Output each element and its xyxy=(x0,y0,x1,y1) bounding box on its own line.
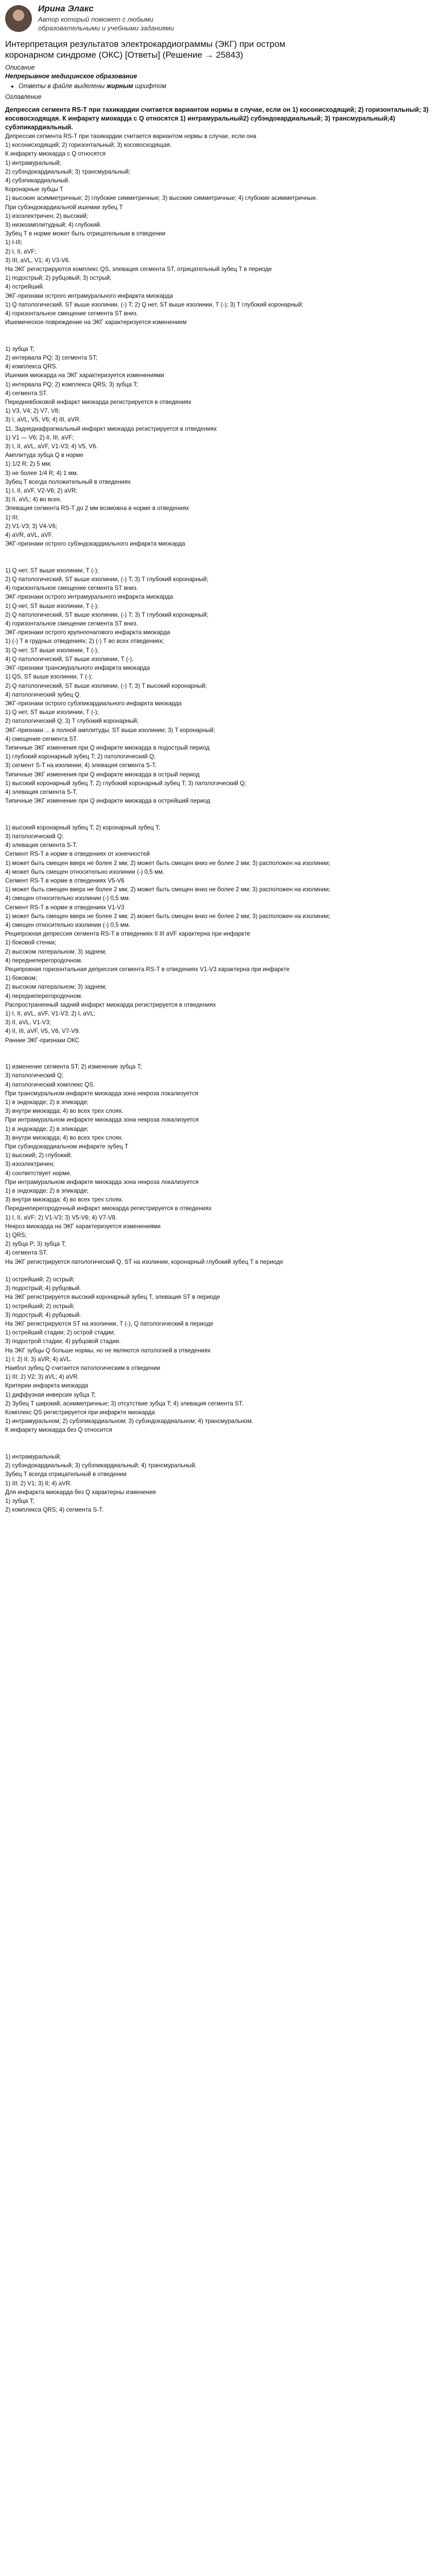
blank-line xyxy=(5,327,431,335)
text-line: 3) сегмент S-T на изолинии; 4) элевация сегмента S-T. xyxy=(5,762,157,769)
text-line: 4) субэпикардиальный. xyxy=(5,177,70,184)
text-line: 1) интрамуральный; xyxy=(5,1453,61,1461)
text-line: При интрамуральном инфаркте миокарда зона некроза локализуется xyxy=(5,1116,199,1124)
doc-meta xyxy=(5,63,431,101)
text-line: 1) I, II, aVF, V2-V6; 2) aVR; xyxy=(5,487,78,495)
text-line: 1) зубца T; xyxy=(5,1498,34,1505)
text-line: 1) в эндокарде; 2) в эпикарде; xyxy=(5,1125,89,1132)
blank-line xyxy=(5,1054,431,1062)
author-block xyxy=(5,3,431,38)
text-line: 3) I, aVL, V5, V6; 4) III, aVR. xyxy=(5,416,81,423)
text-line: 4) патологический комплекс QS. xyxy=(5,1081,95,1088)
blank-line xyxy=(5,1444,431,1452)
text-line: 4) может быть смещен относительно изолинии (-) 0,5 мм. xyxy=(5,868,165,875)
text-line: 1) боковой стенки; xyxy=(5,939,57,946)
text-line: 1) в эндокарде; 2) в эпикарде; xyxy=(5,1098,89,1106)
text-line: 1) в эндокарде; 2) в эпикарде; xyxy=(5,1188,89,1195)
text-line: 1) QRS; xyxy=(5,1232,27,1239)
text-line: Зубец T всегда отрицательный в отведении xyxy=(5,1471,127,1478)
text-line: 4) II, III, aVF, V5, V6, V7-V9. xyxy=(5,1028,80,1035)
text-line: 4) смещение сегмента ST. xyxy=(5,735,78,742)
text-line: 4) aVR, aVL, aVF. xyxy=(5,532,53,539)
description-label: Описание xyxy=(5,64,35,72)
text-line: 4) смещен относительно изолинии (-) 0,5 мм. xyxy=(5,895,130,902)
text-line: Сегмент RS-T в норме в отведениях V1-V3 xyxy=(5,904,125,911)
text-line: 1) Q нет, ST выше изолинии, T (-); xyxy=(5,709,99,716)
text-line: 2) высоком латеральном; 3) заднем; xyxy=(5,984,107,991)
text-line: 1) острейший; 2) острый; xyxy=(5,1302,75,1310)
text-line: 1) высокий коронарный зубец T; 2) глубокий коронарный зубец T; 3) патологический Q; xyxy=(5,779,247,787)
text-line: 4) смещен относительно изолинии (-) 0,5 мм. xyxy=(5,921,130,928)
blank-line xyxy=(5,1435,431,1444)
text-line: При интрамуральном инфаркте миокарда зона некроза локализуется xyxy=(5,1178,199,1185)
text-line: Переднеперегородочный инфаркт миокарда регистрируется в отведениях xyxy=(5,1205,212,1212)
author-name[interactable]: Ирина Элакс xyxy=(38,4,94,13)
text-line: 2) Зубец T широкий, асимметричные; 3) отсутствие зубца T; 4) элевация сегмента ST. xyxy=(5,1400,243,1407)
text-line: 1) I-III; xyxy=(5,239,23,246)
text-line: 2) Q патологический, ST выше изолинии, (-) T; 3) T глубокий коронарный; xyxy=(5,576,208,583)
text-line: На ЭКГ регистрируется патологический Q, ST на изолинии, коронарный глубокий зубец T в периоде xyxy=(5,1258,284,1265)
text-line: 4) горизонтальное смещение сегмента ST вниз. xyxy=(5,310,138,317)
text-line: 1) V1 — V6; 2) II, III, aVF; xyxy=(5,434,74,441)
text-line: ЭКГ-признаки трансмурального инфаркта миокарда xyxy=(5,665,150,672)
text-line: ЭКГ-признаки острого интрамурального инфаркта миокарда xyxy=(5,292,173,299)
text-line: 4) сегмента ST. xyxy=(5,1249,48,1257)
text-line: 3) I, II, aVL, aVF, V1-V3; 4) V5, V6. xyxy=(5,443,98,450)
text-line: 1) V3, V4; 2) V7, V8; xyxy=(5,408,60,415)
blank-line xyxy=(5,336,431,345)
text-line: 2) патологический Q; 3) T глубокий коронарный; xyxy=(5,718,139,725)
text-line: На ЭКГ регистрируется высокий коронарный зубец T, элевация ST в периоде xyxy=(5,1294,220,1301)
text-line: Ишемия миокарда на ЭКГ характеризуется изменениями xyxy=(5,372,164,379)
answers-note-prefix: Ответы в файле выделены xyxy=(19,82,107,90)
text-line: 3) внутри миокарда; 4) во всех трех слоях. xyxy=(5,1196,124,1204)
education-label: Непрерывное медицинское образование xyxy=(5,73,137,80)
text-line: 3) внутри миокарда; 4) во всех трех слоях. xyxy=(5,1108,124,1115)
text-line: 1) 1/2 R; 2) 5 мм; xyxy=(5,461,52,468)
text-line: 1) диффузная инверсия зубца T; xyxy=(5,1391,96,1398)
text-line: Типичные ЭКГ изменения при Q инфаркте миокарда в острый период xyxy=(5,771,200,778)
text-line: 1) QS, ST выше изолинии, T (-); xyxy=(5,673,93,681)
text-line: 3) подострой стадии; 4) рубцовой стадии. xyxy=(5,1338,121,1345)
text-line: 1) III; 2) V2; 3) aVL; 4) aVR. xyxy=(5,1374,79,1381)
text-line: 1) интрамуральном; 2) субэпикардиальном; 3) субэндокардиальном; 4) трансмуральном. xyxy=(5,1418,253,1425)
text-line: Наибол зубец Q считается патологическим в отведении xyxy=(5,1365,161,1372)
text-line: Некроз миокарда на ЭКГ характеризуется изменениями xyxy=(5,1223,161,1230)
text-line: 1) I, II, aVL, aVF, V1-V3; 2) I, aVL; xyxy=(5,1010,96,1017)
text-line: При субэндокардиальной ишемии зубец T xyxy=(5,204,123,211)
text-line: 2) I, II, aVF; xyxy=(5,248,37,255)
text-line: 2) высоком латеральном; 3) заднем; xyxy=(5,948,107,955)
text-line: 2) субэндокардиальный; 3) субэпикардиальный; 4) трансмуральный. xyxy=(5,1462,197,1469)
text-line: ЭКГ-признаки ... в полной амплитуды, ST выше изолинии; 3) T коронарный; xyxy=(5,726,215,734)
text-line: 4) горизонтальное смещение сегмента ST вниз. xyxy=(5,620,138,628)
text-line: 4) острейший. xyxy=(5,283,44,291)
text-line: 1) косонисходящий; 2) горизонтальный; 3) косовосходящая. xyxy=(5,142,172,149)
text-line: 3) изоэлектричен; xyxy=(5,1161,55,1168)
text-line: 4) элевация сегмента S-T. xyxy=(5,842,78,849)
section-heading: Депрессия сегмента RS-T при тахикардии считается вариантом нормы в случае, если он 1) косонисходящий; 2) горизонтальный; 3) косовосходящая. К инфаркту миокарда с Q относятся 1) интрамуральный2) субэндокардиальный; 3) трансмуральный;4) субэпикардиальный. xyxy=(5,106,429,131)
text-line: 2) зубца P; 3) зубца T; xyxy=(5,1241,66,1248)
text-line: 3) II, aVL; 4) во всех. xyxy=(5,496,62,503)
text-line: ЭКГ-признаки острого субэпикардиального инфаркта миокарда xyxy=(5,700,182,707)
answers-note xyxy=(19,82,431,91)
text-line: 4) переднеперегородочном. xyxy=(5,992,83,999)
text-line: На ЭКГ регистрируются комплекс QS, элевация сегмента ST, отрицательный зубец T в периоде xyxy=(5,266,272,273)
text-line: 1) зубца T; xyxy=(5,345,34,352)
text-line: 1) может быть смещен вверх не более 2 мм; 2) может быть смещен вниз не более 2 мм; 3) расположен на изолинии; xyxy=(5,912,330,920)
text-line: 1) изменение сегмента ST; 2) изменение зубца T; xyxy=(5,1063,142,1071)
text-line: 4) комплекса QRS. xyxy=(5,363,58,370)
text-line: Реципрокная горизонтальная депрессия сегмента RS-T в отведениях V1-V3 характерна при инфаркте xyxy=(5,965,290,973)
blank-line xyxy=(5,548,431,557)
author-info xyxy=(38,3,193,32)
text-line: 1) Q патологический, ST выше изолинии, (-) T; 2) Q нет, ST выше изолинии, T (-); 3) T глубокий коронарный; xyxy=(5,301,304,308)
text-line: 1) I; 2) II; 3) aVR; 4) aVL. xyxy=(5,1355,72,1363)
text-line: 3) подострый; 4) рубцовый. xyxy=(5,1311,81,1318)
text-line: К инфаркту миокарда без Q относится xyxy=(5,1427,112,1434)
text-line: 1) высокий; 2) глубокий; xyxy=(5,1152,72,1159)
text-line: Типичные ЭКГ изменение при Q инфаркте миокарда в острейший период xyxy=(5,798,211,805)
text-line: 1) высокий коронарный зубец T; 2) коронарный зубец T; xyxy=(5,824,160,831)
blank-line xyxy=(5,1266,431,1275)
text-line: Зубец T в норме может быть отрицательным в отведении xyxy=(5,230,166,238)
text-line: 11. Заднедиафрагмальный инфаркт миокарда регистрируется в отведениях xyxy=(5,425,217,432)
section-label: Оглавление xyxy=(5,93,42,101)
text-line: 4) Q патологический, ST выше изолинии, T (-). xyxy=(5,655,134,663)
text-line: 4) сегмента ST. xyxy=(5,389,48,397)
text-line: Амплитуда зубца Q в норме xyxy=(5,452,83,459)
blank-line xyxy=(5,557,431,566)
text-line: 1) может быть смещен вверх не более 2 мм; 2) может быть смещен вниз не более 2 мм; 3) расположен на изолинии; xyxy=(5,886,330,893)
text-line: 1) III; 2) V1; 3) II; 4) aVR. xyxy=(5,1480,72,1487)
text-line: 3) внутри миокарда; 4) во всех трех слоях. xyxy=(5,1134,124,1141)
text-line: Для инфаркта миокарда без Q характерны изменения xyxy=(5,1488,156,1496)
text-line: 3) II, aVL, V1-V3; xyxy=(5,1019,51,1026)
text-line: Зубец T всегда положительный в отведениях xyxy=(5,478,131,485)
text-line: Ранние ЭКГ-признаки ОКС xyxy=(5,1037,80,1044)
text-line: Типичные ЭКГ изменения при Q инфаркте миокарда в подострый период xyxy=(5,744,210,751)
text-line: К инфаркту миокарда с Q относятся xyxy=(5,150,106,158)
text-line: 4) горизонтальное смещение сегмента ST вниз. xyxy=(5,585,138,592)
text-line: 2) V1-V3; 3) V4-V6; xyxy=(5,522,58,530)
text-line: 4) патологический зубец Q. xyxy=(5,691,81,698)
avatar[interactable] xyxy=(5,5,32,32)
text-line: 1) Q нет, ST выше изолинии, T (-); xyxy=(5,567,99,574)
text-line: 1) интервала PQ; 2) комплекса QRS; 3) зубца T; xyxy=(5,381,138,388)
text-line: 2) интервала PQ; 3) сегмента ST; xyxy=(5,354,98,362)
text-line: 3) низкоамплитудный; 4) глубокий. xyxy=(5,222,102,228)
text-line: 2) Q патологический, ST выше изолинии, (-) T; 3) T высокий коронарный; xyxy=(5,682,207,689)
text-line: 1) Q нет, ST выше изолинии, T (-); xyxy=(5,602,99,609)
text-line: При субэндокардиальном инфаркте зубец T xyxy=(5,1143,129,1150)
text-line: Коронарные зубцы T xyxy=(5,186,63,193)
text-line: 1) I, II, aVF; 2) V1-V3; 3) V5-V6; 4) V7-V8. xyxy=(5,1214,117,1221)
text-line: На ЭКГ регистрируются ST на изолинии, T (-), Q патологический в периоде xyxy=(5,1320,214,1328)
text-line: 4) элевация сегмента S-T. xyxy=(5,788,78,795)
text-line: 1) может быть смещен вверх не более 2 мм; 2) может быть смещен вниз не более 2 мм; 3) расположен на изолинии; xyxy=(5,859,330,867)
text-line: 1) боковом; xyxy=(5,975,37,982)
text-line: Ишемическое повреждение на ЭКГ характеризуется изменением xyxy=(5,319,187,326)
author-description: Автор который поможет с любыми образовательными и учебными заданиями xyxy=(38,15,174,32)
text-line: 2) Q патологический, ST выше изолинии, (-) T; 3) T глубокий коронарный; xyxy=(5,611,208,618)
answers-note-list xyxy=(5,82,431,91)
text-line: 1) глубокий коронарный зубец T; 2) патологический Q; xyxy=(5,753,156,760)
text-line: 4) переднеперегородочном. xyxy=(5,957,83,964)
text-line: Критерии инфаркта миокарда xyxy=(5,1382,89,1389)
blank-line xyxy=(5,1045,431,1054)
text-line: 1) острейший стадии; 2) острой стадии; xyxy=(5,1329,115,1336)
text-line: 3) III, aVL, V1; 4) V3-V6. xyxy=(5,257,71,264)
blank-line xyxy=(5,805,431,814)
text-line: 1) изоэлектричен; 2) высокий; xyxy=(5,212,88,219)
text-line: Депрессия сегмента RS-T при тахикардии считается вариантом нормы в случае, если она xyxy=(5,132,256,140)
text-line: 3) подострый; 4) рубцовый. xyxy=(5,1285,81,1292)
text-line: 1) (-) T в грудных отведениях; 2) (-) T во всех отведениях; xyxy=(5,638,164,645)
text-line: 1) острейший; 2) острый; xyxy=(5,1276,75,1283)
text-line: 1) подострый; 2) рубцовый; 3) острый; xyxy=(5,275,112,282)
text-line: ЭКГ-признаки острого субэндокардиального инфаркта миокарда xyxy=(5,540,185,548)
text-line: 2) субэндокардиальный; 3) трансмуральный; xyxy=(5,168,131,175)
page-title: Интерпретация результатов электрокардиограммы (ЭКГ) при остром коронарном синдроме (ОКС) [Ответы] (Решение → 25843) xyxy=(5,39,286,60)
text-line: 4) соответствует норме. xyxy=(5,1170,72,1177)
text-line: Сегмент RS-T в норме в отведениях V5-V6 xyxy=(5,877,125,884)
text-line: 3) патологический Q; xyxy=(5,1072,64,1079)
text-line: Сегмент RS-T в норме в отведениях от конечностей xyxy=(5,851,150,858)
text-line: 1) интрамуральный; xyxy=(5,159,61,166)
text-line: Распространенный задний инфаркт миокарда регистрируется в отведениях xyxy=(5,1001,216,1008)
text-line: 3) не более 1/4 R; 4) 1 мм. xyxy=(5,469,78,477)
text-line: 1) III; xyxy=(5,514,19,521)
text-line: При трансмуральном инфаркте миокарда зона некроза локализуется xyxy=(5,1090,198,1097)
text-line: Передневбоковой инфаркт миокарда регистрируется в отведениях xyxy=(5,399,191,406)
text-line: Элевация сегмента RS-T до 2 мм возможна в норме в отведениях xyxy=(5,505,189,512)
text-line: 2) комплекса QRS; 4) сегмента S-T. xyxy=(5,1506,104,1514)
text-line: На ЭКГ зубцы Q больше нормы, но не являются патологией в отведениях xyxy=(5,1347,211,1354)
text-line: 3) патологический Q; xyxy=(5,833,64,840)
text-line: ЭКГ-признаки острого крупноочагового инфаркта миокарда xyxy=(5,629,170,636)
text-line: 1) высокие асимметричные; 2) глубокие симметричные; 3) высокие симметричные; 4) глубокие асимметричные. xyxy=(5,195,318,202)
blank-line xyxy=(5,815,431,823)
document-body xyxy=(5,106,431,1515)
text-line: Реципрокная депрессия сегмента RS-T в отведениях II III aVF характерна при инфаркте xyxy=(5,930,250,938)
answers-note-emph: жирным xyxy=(106,82,133,90)
text-line: Комплекс QS регистрируется при инфаркте миокарда xyxy=(5,1409,155,1416)
answers-note-suffix: шрифтом xyxy=(133,82,166,90)
text-line: ЭКГ-признаки острого интрамурального инфаркта миокарда xyxy=(5,594,173,601)
text-line: 3) Q нет, ST выше изолинии, T (-); xyxy=(5,647,99,654)
